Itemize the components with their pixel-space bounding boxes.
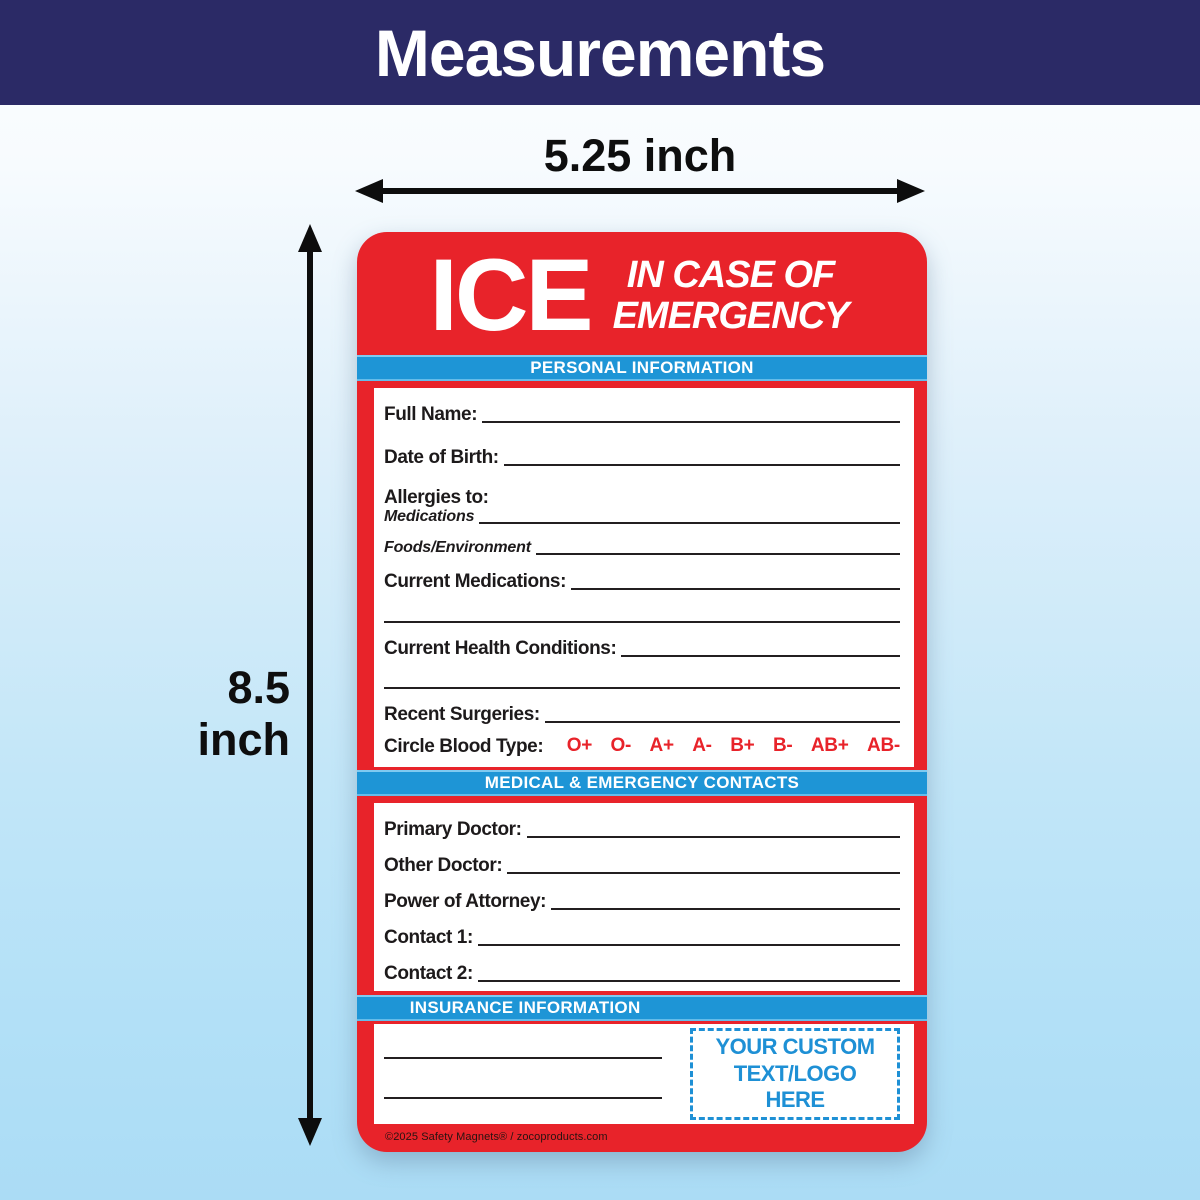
field-row-full-name: [384, 400, 900, 424]
tagline-line-2: EMERGENCY: [612, 294, 849, 337]
page-title: Measurements: [374, 15, 826, 90]
custom-box-line-1: YOUR CUSTOM: [715, 1033, 875, 1059]
field-row-medications: [384, 507, 900, 525]
write-line: [478, 980, 900, 982]
custom-text-logo-box: [690, 1028, 900, 1120]
blood-type-option: A+: [649, 735, 674, 756]
field-label: Primary Doctor:: [384, 819, 522, 840]
insurance-section: [374, 1024, 914, 1124]
write-line: [384, 1057, 662, 1059]
blood-type-row: [384, 733, 900, 759]
card-header: [357, 232, 927, 355]
card-tagline: [613, 255, 855, 336]
section-header-personal-information: PERSONAL INFORMATION: [357, 355, 927, 381]
field-sublabel: Medications: [384, 508, 475, 525]
blood-type-option: AB-: [867, 735, 900, 756]
insurance-header-text: INSURANCE INFORMATION: [409, 998, 641, 1017]
field-label: Current Health Conditions:: [384, 638, 617, 659]
contacts-section: [374, 803, 914, 991]
tagline-line-1: IN CASE OF: [626, 253, 835, 296]
custom-box-line-2: TEXT/LOGO: [733, 1060, 857, 1086]
custom-box-line-3: HERE: [765, 1087, 825, 1113]
field-row-date-of-birth: [384, 443, 900, 467]
field-label: Other Doctor:: [384, 855, 503, 876]
write-line: [545, 721, 900, 723]
vertical-arrow-icon: [307, 252, 313, 1118]
ice-logo: ICE: [429, 238, 591, 353]
write-line: [507, 872, 900, 874]
write-line: [621, 655, 900, 657]
write-line: [479, 522, 900, 524]
field-row-recent-surgeries: [384, 700, 900, 724]
width-dimension-label: 5.25 inch: [543, 130, 737, 181]
field-label: Current Medications:: [384, 571, 567, 592]
field-label: Contact 2:: [384, 963, 473, 984]
field-label: Full Name:: [384, 404, 478, 425]
top-banner: [0, 0, 1200, 105]
field-sublabel: Foods/Environment: [384, 539, 531, 556]
ice-magnet-card: [357, 232, 927, 1152]
write-line: [482, 421, 900, 423]
blood-type-option: O-: [610, 735, 632, 756]
field-row-primary-doctor: [384, 815, 900, 839]
blood-type-option: B-: [772, 735, 793, 756]
write-line: [384, 621, 900, 623]
write-line: [571, 588, 900, 590]
field-label: Contact 1:: [384, 927, 473, 948]
field-label: Date of Birth:: [384, 447, 499, 468]
write-line: [478, 944, 900, 946]
blood-type-option: AB+: [810, 735, 849, 756]
section-header-insurance-information: [357, 995, 927, 1021]
field-row-contact-1: [384, 923, 900, 947]
field-row-foods-environment: [384, 538, 900, 556]
blood-type-label: Circle Blood Type:: [384, 735, 544, 757]
blood-type-option: O+: [566, 735, 593, 756]
write-line: [504, 464, 900, 466]
blood-type-option: A-: [692, 735, 712, 756]
height-dimension-label: 8.5 inch: [197, 662, 290, 765]
write-line: [384, 1097, 662, 1099]
write-line: [384, 687, 900, 689]
field-label: Recent Surgeries:: [384, 704, 540, 725]
field-row-contact-2: [384, 959, 900, 983]
blood-type-option: B+: [730, 735, 755, 756]
copyright-text: ©2025 Safety Magnets® / zocoproducts.com: [385, 1131, 608, 1143]
write-line: [551, 908, 900, 910]
field-label: Allergies to:: [384, 487, 489, 508]
field-row-other-doctor: [384, 851, 900, 875]
field-label: Power of Attorney:: [384, 891, 547, 912]
horizontal-arrow-icon: [383, 188, 897, 194]
field-row-current-medications: [384, 567, 900, 591]
write-line: [527, 836, 900, 838]
write-line: [536, 553, 900, 555]
personal-information-section: [374, 388, 914, 767]
section-header-medical-emergency-contacts: MEDICAL & EMERGENCY CONTACTS: [357, 770, 927, 796]
field-row-power-of-attorney: [384, 887, 900, 911]
field-row-current-health-conditions: [384, 634, 900, 658]
field-row-allergies: [384, 483, 900, 507]
insurance-write-lines: [384, 1028, 662, 1116]
